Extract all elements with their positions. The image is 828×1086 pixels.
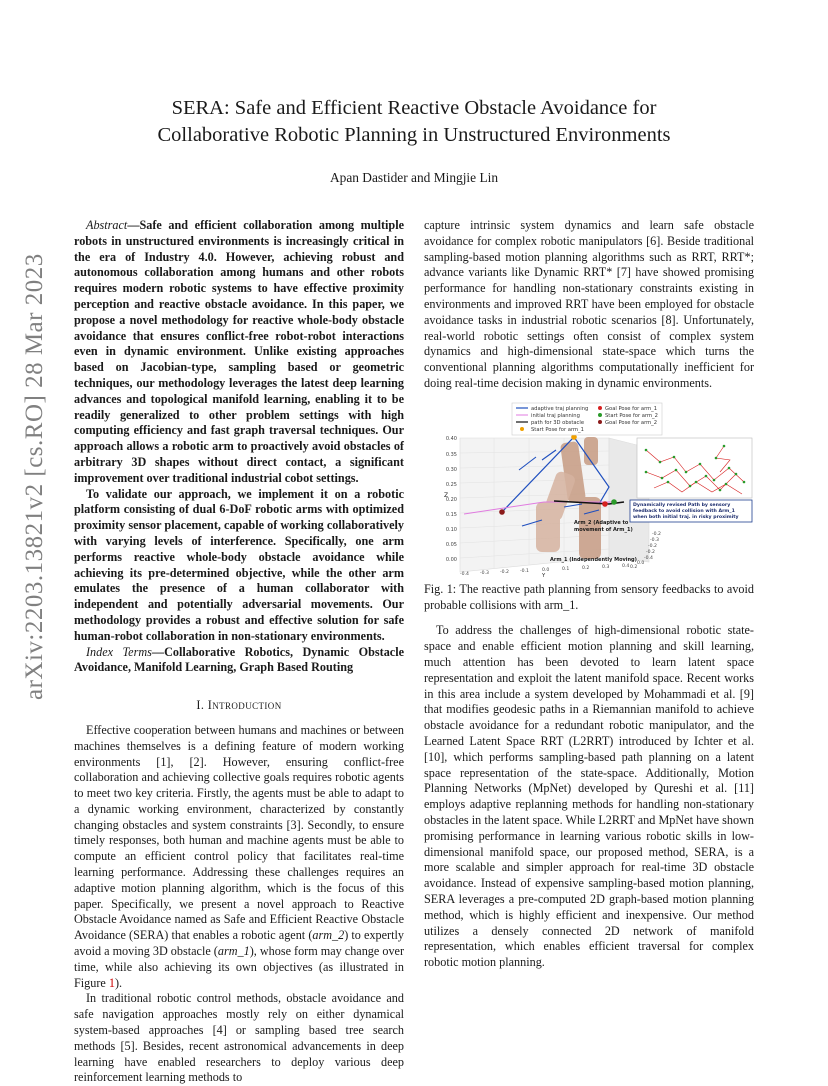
legend-obstacle: path for 3D obstacle: [531, 419, 585, 426]
index-terms-label: Index Terms: [86, 644, 152, 659]
figure-1-caption: Fig. 1: The reactive path planning from sensory feedbacks to avoid probable collisions with arm_1.: [424, 581, 754, 612]
svg-text:0.35: 0.35: [445, 451, 457, 458]
svg-text:0.40: 0.40: [445, 435, 457, 442]
index-terms-text: Collaborative Robotics, Dynamic Obstacle Avoidance, Manifold Learning, Graph Based Routing: [74, 644, 404, 675]
svg-text:0.1: 0.1: [562, 566, 570, 572]
left-column: [74, 218, 404, 1086]
svg-text:feedback to avoid collision wi: feedback to avoid collision with Arm_1: [633, 508, 735, 514]
svg-text:0.2: 0.2: [582, 565, 590, 571]
legend-goal1: Goal Pose for arm_1: [605, 405, 658, 412]
arm2-label: [574, 520, 633, 533]
intro-paragraph-1: [74, 723, 404, 992]
legend-start2: Start Pose for arm_2: [605, 412, 658, 419]
intro-arm2-term: arm_2: [312, 928, 345, 943]
right-column: [424, 218, 754, 971]
svg-text:-0.2: -0.2: [500, 569, 509, 575]
goal-pose-arm2-marker: [499, 509, 505, 515]
arm1-label: Arm_1 (Independently Moving): [550, 556, 637, 563]
svg-text:0.10: 0.10: [445, 526, 457, 533]
figure-reference-link[interactable]: 1: [108, 975, 115, 990]
goal-pose-arm1-marker: [602, 501, 608, 507]
intro-p1-part-d: ).: [114, 975, 123, 990]
svg-text:0.3: 0.3: [602, 564, 610, 570]
figure-1-plot: [424, 402, 754, 577]
intro-p1-part-a: Effective cooperation between humans and machines or between machines themselves is a defining feature of modern working environments [1], [2]. However, ensuring conflict-free collaboration and achieving collective goals requires robotic agents to meet two key criteria. Firstly, the agents must be able to adapt to a dynamic working environment, characterized by constantly changing obstacles and system constraints [3]. Secondly, to ensure timely responses, both human and machine agents must be able to compute an efficient control policy that facilitates real-time learning performance. Addressing these challenges requires an adaptive motion planning algorithm, which is the focus of this paper. Specifically, we present a novel approach to Reactive Obstacle Avoidance named as Safe and Efficient Reactive Obstacle Avoidance (SERA) that enables a robotic agent (: [74, 722, 404, 943]
svg-text:0.20: 0.20: [445, 496, 457, 503]
abstract: [74, 218, 404, 487]
svg-text:0.0: 0.0: [542, 567, 550, 573]
svg-text:0.15: 0.15: [445, 511, 457, 518]
abstract-text: Safe and efficient collaboration among multiple robots in unstructured environments is increasingly critical in the era of Industry 4.0. However, achieving robust and autonomous collaboration among humans and other robots requires modern robotic systems to have effective proximity perception and reactive obstacle avoidance. In this paper, we propose a novel methodology for reactive whole-body obstacle avoidance that ensures conflict-free robot-robot interactions even in dynamic environment. Unlike existing approaches based on Jacobian-type, sampling based or geometric techniques, our methodology leverages the latest deep learning advances and topological manifold learning, enabling it to be readily generalized to other problem settings with high computing efficiency and fast graph traversal techniques. Our approach allows a robotic arm to proactively avoid obstacles of arbitrary 3D shapes without direct contact, a significant improvement over traditional industrial cobot settings.: [74, 218, 404, 485]
legend-initial: initial traj planning: [531, 412, 580, 419]
right-paragraph-1: capture intrinsic system dynamics and learn safe obstacle avoidance for complex robotic manipulators [6]. Beside traditional sampling-based motion planning algorithms such as RRT, RRT*; advance variants like Dynamic RRT* [7] have showed promising performance for handling non-stationary constraints existing in environments and improved RRT have been employed for obstacle avoidance tasks in industrial robotic scenarios [8]. Unfortunately, real-world robotic settings often consist of complex system dynamics and high-dimensional state-space which turns the conventional planning algorithms computationally inefficient for doing real-time decision making in dynamic environments.: [424, 218, 754, 390]
svg-text:-0.3: -0.3: [650, 537, 659, 543]
arxiv-side-stamp: arXiv:2203.13821v2 [cs.RO] 28 Mar 2023: [21, 253, 48, 700]
svg-text:-0.2: -0.2: [652, 531, 661, 537]
title-line-1: SERA: Safe and Efficient Reactive Obstacle Avoidance for: [171, 97, 657, 119]
title-line-2: Collaborative Robotic Planning in Unstructured Environments: [157, 124, 671, 146]
legend-goal2: Goal Pose for arm_2: [605, 419, 658, 426]
svg-text:-0.1: -0.1: [520, 568, 529, 574]
svg-text:0.00: 0.00: [445, 556, 457, 563]
paper-title: [0, 95, 828, 149]
svg-text:0.4: 0.4: [622, 563, 630, 569]
intro-arm1-term: arm_1: [217, 944, 250, 959]
index-terms: [74, 645, 404, 677]
figure-1: [424, 402, 754, 577]
svg-text:0.0: 0.0: [637, 560, 645, 566]
intro-p1-part-c: ), whose form may change over time, while also achieving its own objectives (as illustrated in Figure: [74, 944, 405, 990]
index-terms-dash: —: [151, 644, 165, 659]
start-pose-arm2-marker: [611, 499, 617, 505]
svg-text:Arm_2 (Adaptive to: Arm_2 (Adaptive to: [574, 519, 629, 526]
legend-start1: Start Pose for arm_1: [531, 426, 584, 433]
svg-text:when both initial traj. in ris: when both initial traj. in risky proximity: [633, 514, 739, 520]
intro-paragraph-2: In traditional robotic control methods, obstacle avoidance and safe navigation approaches mostly rely on either dynamical system-based approaches [4] or sampling based tree search methods [5]. Besides, recent astronomical advancements in deep learning have enabled researchers to deploy various deep reinforcement learning methods to: [74, 991, 404, 1085]
intro-p1-part-b: ) to expertly avoid a moving 3D obstacle (: [74, 928, 404, 959]
svg-text:0.2: 0.2: [630, 564, 638, 570]
abstract-dash: —: [127, 218, 140, 232]
svg-text:-0.3: -0.3: [480, 570, 489, 576]
svg-text:-0.4: -0.4: [460, 571, 469, 577]
z-axis-label: Z: [444, 491, 449, 499]
abstract-paragraph-2: To validate our approach, we implement it on a robotic platform consisting of dual 6-DoF robotic arms with optimized proximity sensor placement, capable of working collaboratively with varying levels of interference. Specifically, one arm performs reactive whole-body obstacle avoidance while achieving its pre-determined objective, while the other arm emulates the presence of a human collaborator with independent and potentially adversarial movements. Our methodology provides a robust and effective solution for safe human-robot collaboration in non-stationary environments.: [74, 486, 404, 643]
svg-text:Dynamically revised Path by se: Dynamically revised Path by sensory: [633, 502, 731, 508]
y-axis-label: Y: [542, 572, 546, 577]
svg-text:-0.2: -0.2: [648, 543, 657, 549]
svg-text:0.30: 0.30: [445, 466, 457, 473]
callout-text: [633, 502, 739, 520]
svg-text:0.25: 0.25: [445, 481, 457, 488]
svg-text:-0.2: -0.2: [646, 549, 655, 555]
manifold-graph-inset: [637, 438, 752, 498]
svg-text:0.05: 0.05: [445, 541, 457, 548]
svg-text:-0.4: -0.4: [644, 555, 653, 561]
right-paragraph-2: To address the challenges of high-dimensional robotic state-space and enable efficient motion planning and skill learning, much attention has been devoted to learn latent space representation and exploit the latent manifold space. Recent works in this area include a system developed by Mohammadi et al. [9] that modifies geodesic paths in a Riemannian manifold to achieve obstacle avoidance for a redundant robotic manipulator, and the Learned Latent Space RRT (L2RRT) introduced by Ichter et al. [10], which performs sampling-based path planning on a latent space representation of the state-space. Additionally, Motion Planning Networks (MpNet) developed by Qureshi et al. [11] employs adaptive replanning methods for handling non-stationary obstacles in the latent space. While L2RRT and MpNet have shown promising performance in learning various robotic skills in low-dimensional manifold space, our proposed method, SERA, is a more scalable and simpler approach for real-time 3D obstacle avoidance. Instead of expensive sampling-based motion planning, SERA leverages a pre-computed 2D graph-based motion planning method, which is highly efficient and inexpensive. Our method utilizes a densely connected 2D network of manifold representation, which enables efficient traversal for complex robotic motion planning.: [424, 623, 754, 970]
legend-adaptive: adaptive traj planning: [531, 405, 589, 412]
z-axis-ticks: [446, 436, 457, 563]
abstract-label: Abstract: [86, 218, 128, 232]
authors: Apan Dastider and Mingjie Lin: [329, 170, 499, 185]
svg-text:movement of Arm_1): movement of Arm_1): [574, 526, 633, 533]
section-heading-introduction: I. Introduction: [196, 698, 282, 713]
